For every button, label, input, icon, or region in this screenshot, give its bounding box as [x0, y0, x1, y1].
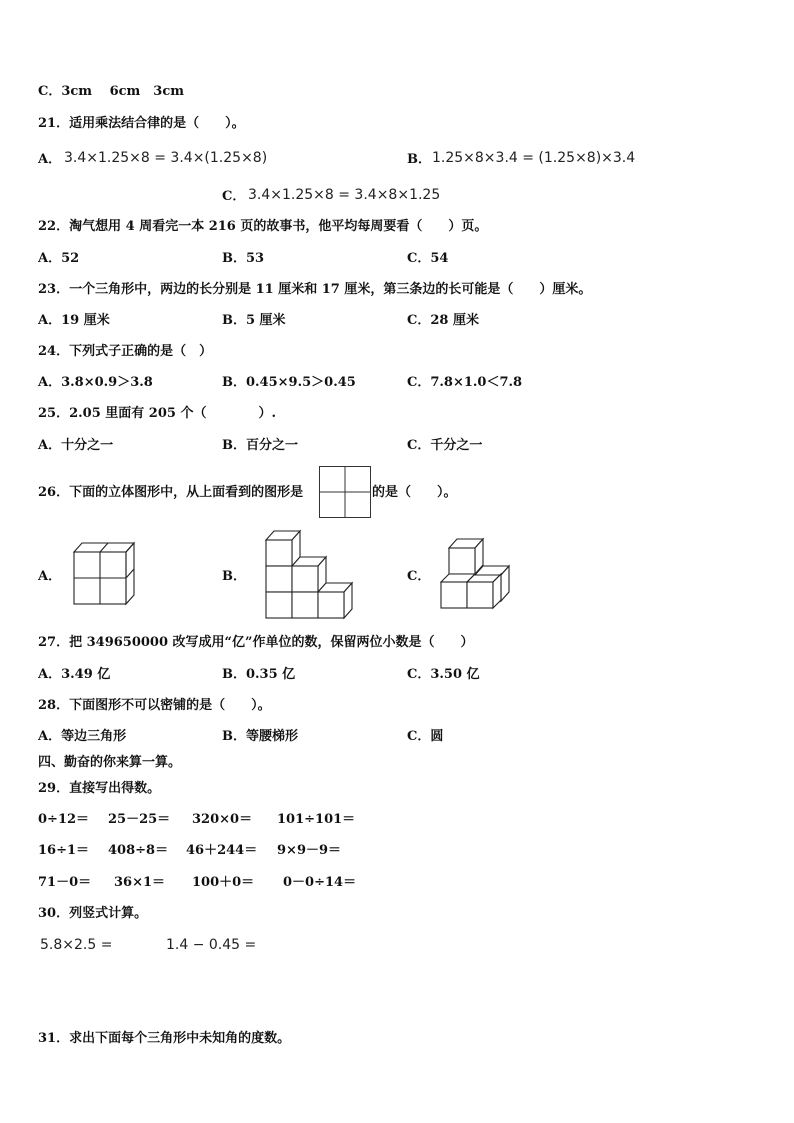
calc-row-1-col-3: 320×0＝ — [192, 812, 253, 827]
calc-row-1-col-1: 0÷12＝ — [38, 812, 90, 827]
q27-option-b: B．0.35 亿 — [222, 667, 296, 682]
q21-option-b-expression: 1.25×8×3.4 = (1.25×8)×3.4 — [432, 150, 636, 166]
option-c-previous: C．3cm 6cm 3cm — [38, 84, 185, 99]
q26-option-b-figure — [265, 530, 355, 622]
question-26-suffix: 的是（ ）。 — [372, 485, 457, 500]
q23-option-b: B．5 厘米 — [222, 313, 286, 328]
question-21: 21．适用乘法结合律的是（ ）。 — [38, 116, 245, 131]
q26-option-a-label: A． — [38, 569, 62, 584]
q28-option-a: A．等边三角形 — [38, 729, 127, 744]
q21-option-c-label: C． — [222, 189, 246, 204]
calc-row-1-col-4: 101÷101＝ — [277, 812, 356, 827]
q22-option-a: A．52 — [38, 251, 80, 266]
q26-option-c-figure — [440, 538, 514, 612]
calc-row-1-col-2: 25－25＝ — [108, 812, 171, 827]
question-26-prefix: 26．下面的立体图形中，从上面看到的图形是 — [38, 485, 304, 500]
q26-option-a-figure — [74, 540, 136, 606]
question-30: 30．列竖式计算。 — [38, 906, 148, 921]
q21-option-b-label: B． — [407, 152, 431, 167]
question-22: 22．淘气想用 4 周看完一本 216 页的故事书，他平均每周要看（ ）页。 — [38, 219, 488, 234]
q24-option-b: B．0.45×9.5＞0.45 — [222, 375, 356, 390]
q24-option-c: C．7.8×1.0＜7.8 — [407, 375, 523, 390]
question-28: 28．下面图形不可以密铺的是（ ）。 — [38, 698, 271, 713]
calc-row-2-col-1: 16÷1＝ — [38, 843, 90, 858]
question-23: 23．一个三角形中，两边的长分别是 11 厘米和 17 厘米，第三条边的长可能是（ ）厘米。 — [38, 282, 592, 297]
q25-option-b: B．百分之一 — [222, 438, 298, 453]
q21-option-a-label: A． — [38, 152, 62, 167]
question-27: 27．把 349650000 改写成用“亿”作单位的数，保留两位小数是（ ） — [38, 635, 474, 650]
q30-expression-2: 1.4 − 0.45 = — [166, 937, 257, 953]
section-four-heading: 四、勤奋的你来算一算。 — [38, 755, 182, 770]
q27-option-a: A．3.49 亿 — [38, 667, 111, 682]
calc-row-3-col-4: 0－0÷14＝ — [283, 875, 357, 890]
calc-row-3-col-2: 36×1＝ — [114, 875, 166, 890]
calc-row-3-col-3: 100＋0＝ — [192, 875, 255, 890]
q24-option-a: A．3.8×0.9＞3.8 — [38, 375, 153, 390]
top-view-figure — [319, 466, 371, 518]
q23-option-c: C．28 厘米 — [407, 313, 479, 328]
q26-option-c-label: C． — [407, 569, 431, 584]
q27-option-c: C．3.50 亿 — [407, 667, 480, 682]
q26-option-b-label: B． — [222, 569, 246, 584]
q22-option-c: C．54 — [407, 251, 449, 266]
q21-option-a-expression: 3.4×1.25×8 = 3.4×(1.25×8) — [64, 150, 268, 166]
question-24: 24．下列式子正确的是（ ） — [38, 344, 213, 359]
q28-option-b: B．等腰梯形 — [222, 729, 298, 744]
q25-option-a: A．十分之一 — [38, 438, 114, 453]
question-31: 31．求出下面每个三角形中未知角的度数。 — [38, 1031, 291, 1046]
q30-expression-1: 5.8×2.5 = — [40, 937, 113, 953]
q21-option-c-expression: 3.4×1.25×8 = 3.4×8×1.25 — [248, 187, 441, 203]
q22-option-b: B．53 — [222, 251, 265, 266]
q25-option-c: C．千分之一 — [407, 438, 483, 453]
calc-row-2-col-2: 408÷8＝ — [108, 843, 169, 858]
calc-row-3-col-1: 71－0＝ — [38, 875, 92, 890]
question-25: 25．2.05 里面有 205 个（ ）. — [38, 406, 276, 421]
calc-row-2-col-4: 9×9－9＝ — [277, 843, 342, 858]
q28-option-c: C．圆 — [407, 729, 444, 744]
question-29: 29．直接写出得数。 — [38, 781, 161, 796]
calc-row-2-col-3: 46＋244＝ — [186, 843, 258, 858]
q23-option-a: A．19 厘米 — [38, 313, 110, 328]
